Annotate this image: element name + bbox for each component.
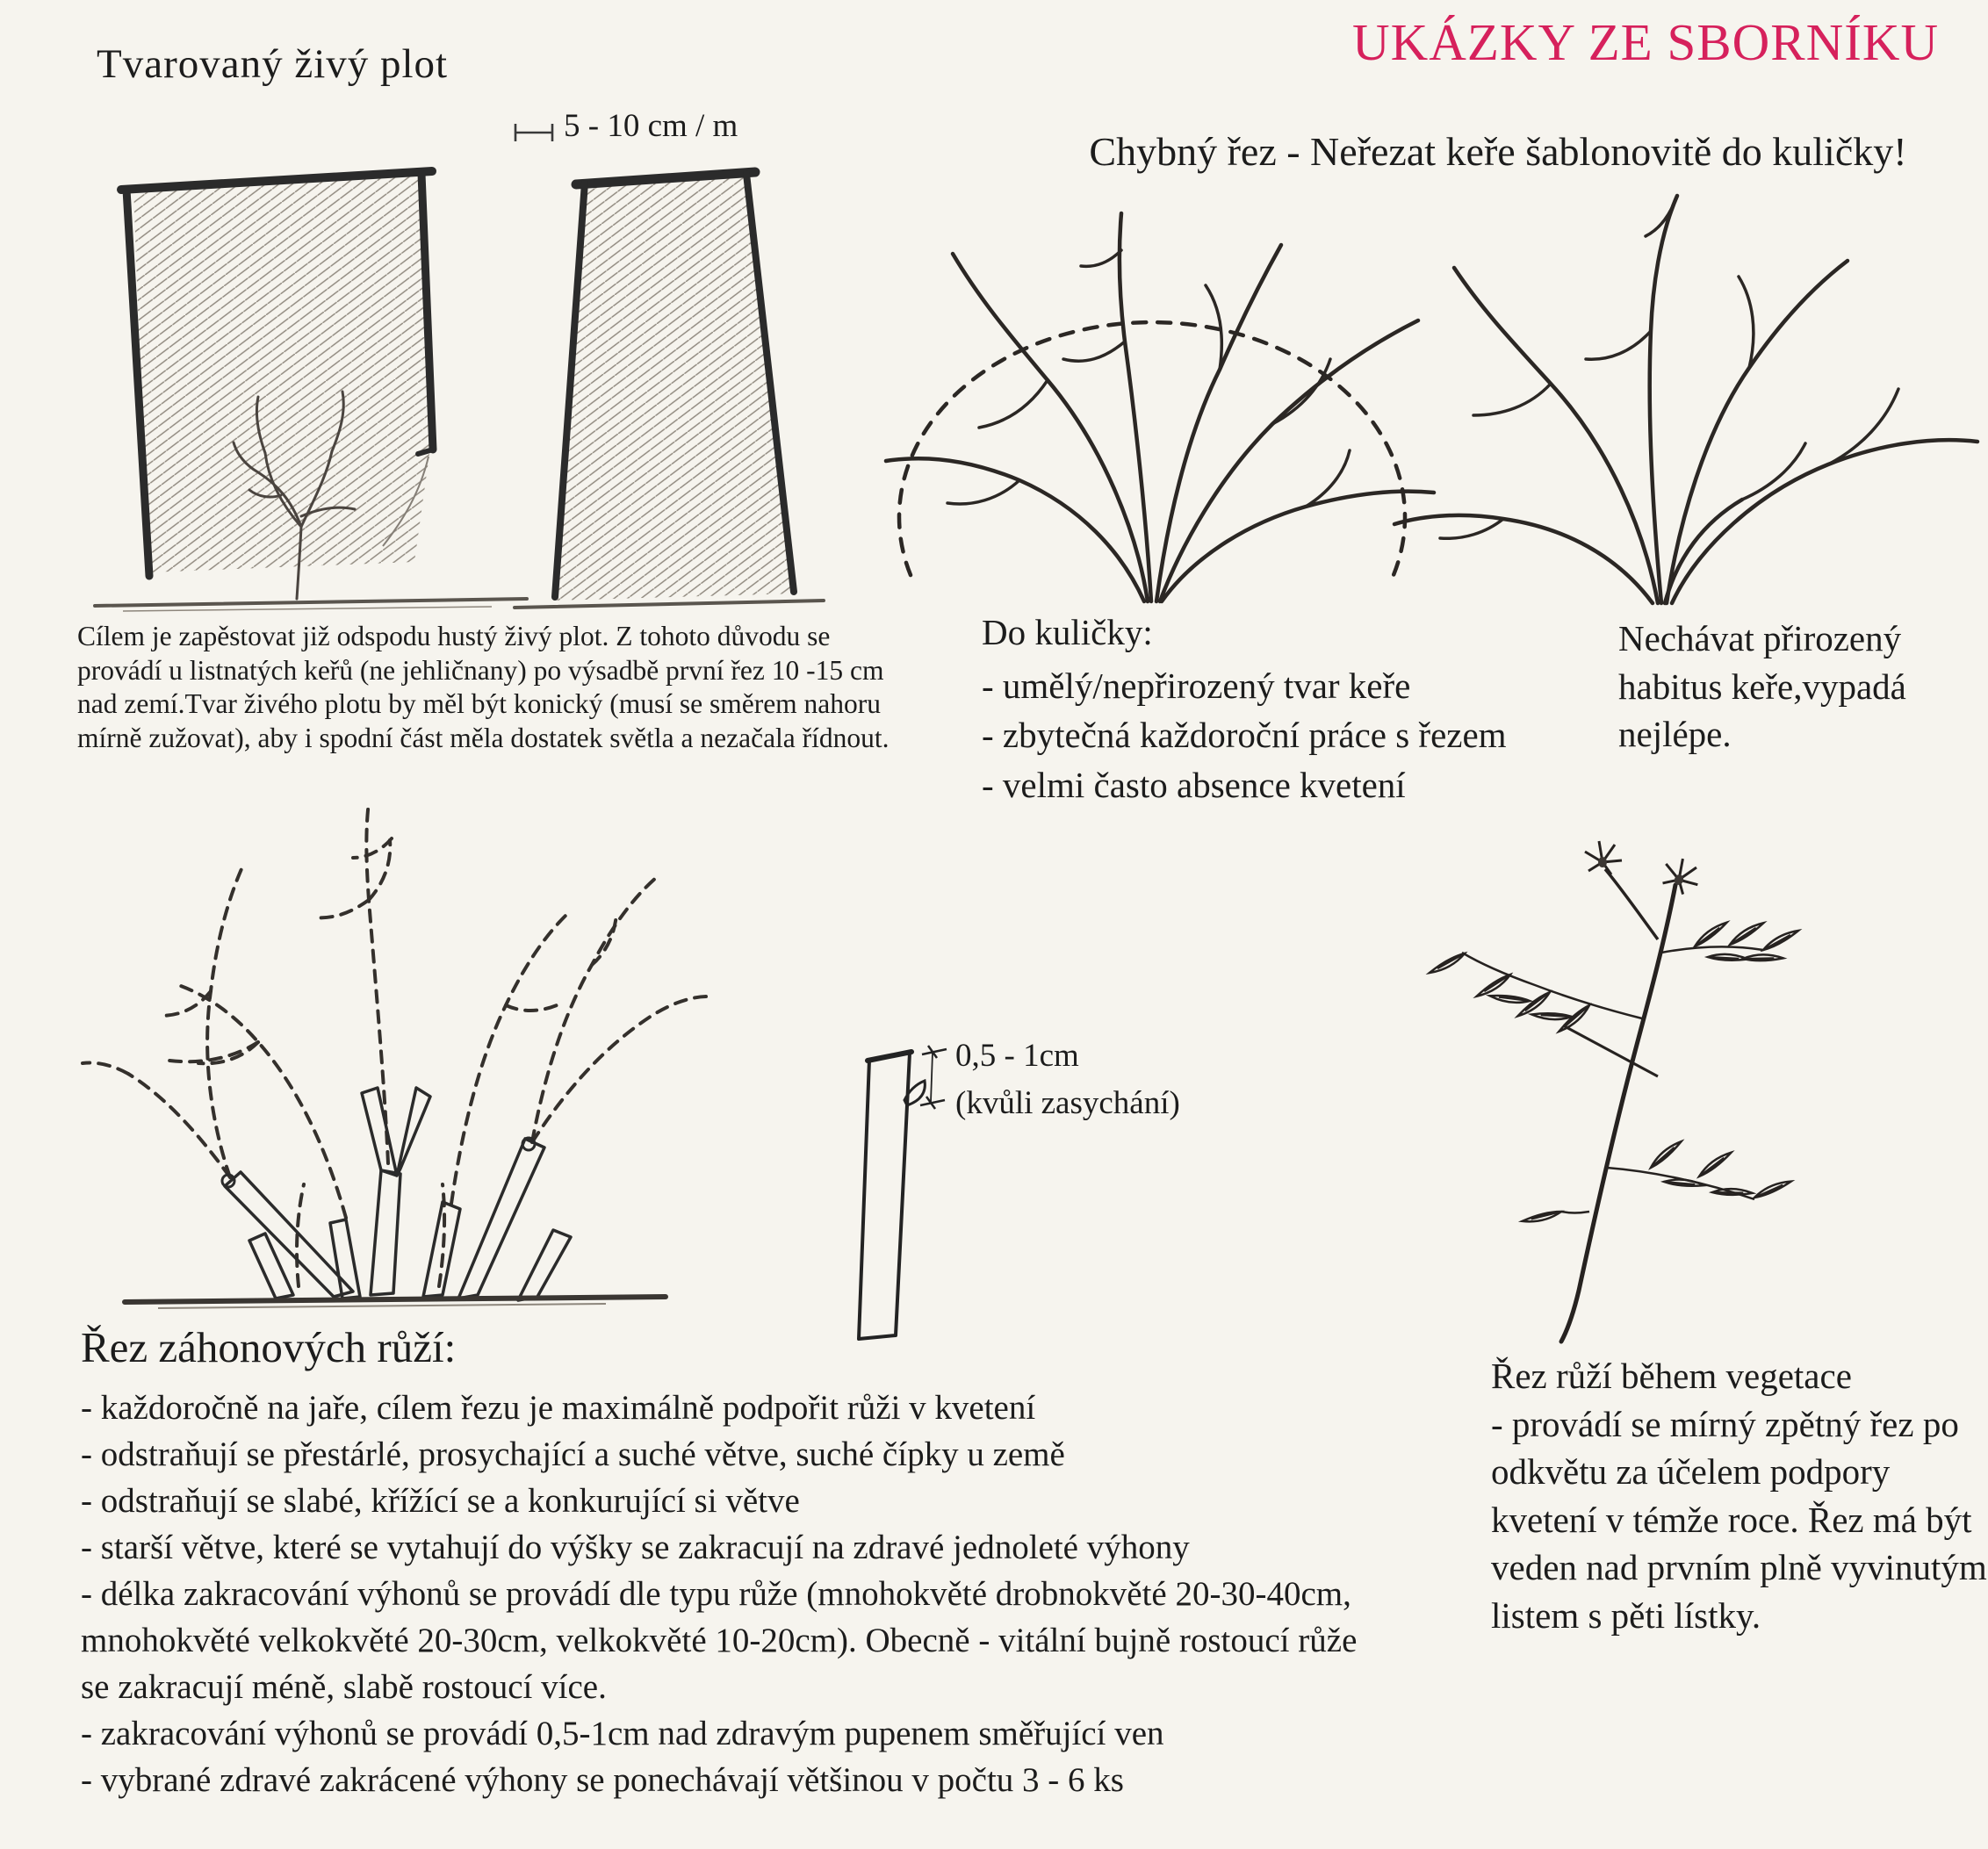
cut-line (1563, 1025, 1658, 1076)
list-item: - velmi často absence kvetení (982, 764, 1406, 805)
pruned-stubs (225, 1088, 571, 1300)
list-item: - odstraňují se slabé, křížící se a konkurující si větve (81, 1482, 800, 1521)
thorns (1559, 983, 1649, 1275)
rose-bush-pruning-drawing (79, 795, 711, 1321)
ball-pruning-list (982, 608, 1596, 809)
ball-pruned-shrub-drawing (865, 198, 1440, 606)
hedge-diagram-drawing (70, 149, 808, 615)
spent-flower (1658, 854, 1703, 898)
collection-title: UKÁZKY ZE SBORNÍKU (1352, 13, 1940, 71)
page-title: Tvarovaný živý plot (97, 41, 449, 87)
cut-stem-drawing (834, 1023, 966, 1348)
list-item: - každoročně na jaře, cílem řezu je maximálně podpořit růži v kvetení (81, 1389, 1036, 1427)
list-item: - délka zakracování výhonů se provádí dle typu růže (mnohokvěté drobnokvěté 20-30-40cm, mnohokvěté velkokvěté 20-30cm, velkokvěté 10-20cm). Obecně - vitální bujně rostoucí růže se zakracují méně, slabě rostoucí více. (81, 1575, 1358, 1707)
list-item: - umělý/nepřirozený tvar keře (982, 665, 1411, 706)
hedge-rect-hatch (133, 172, 430, 572)
list-item: - zakracování výhonů se provádí 0,5-1cm nad zdravým pupenem směřující ven (81, 1715, 1164, 1753)
leaf-cluster (1430, 953, 1642, 1033)
ball-pruning-heading: Do kuličky: (982, 612, 1153, 652)
hedge-measure-label: 5 - 10 cm / m (564, 108, 738, 144)
leaf-cluster (1607, 1141, 1791, 1210)
roses-section (81, 1322, 1394, 1803)
cut-detail-label (955, 1032, 1180, 1126)
cut-size-label: 0,5 - 1cm (955, 1038, 1079, 1074)
list-item: - zbytečná každoroční práce s řezem (982, 715, 1507, 756)
natural-shrub-drawing (1387, 180, 1988, 610)
roses-heading: Řez záhonových růží: (81, 1323, 457, 1371)
cut-reason-label: (kvůli zasychání) (955, 1084, 1180, 1121)
measure-icon (512, 121, 556, 144)
leaf-cluster (1523, 1203, 1589, 1231)
wrong-cut-heading: Chybný řez - Neřezat keře šablonovitě do kuličky! (1089, 129, 1907, 174)
removed-shoots-dashed (83, 802, 708, 1286)
list-item: - odstraňují se přestárlé, prosychající a suché větve, suché čípky u země (81, 1435, 1065, 1474)
rose-stem-drawing (1431, 799, 1923, 1348)
natural-habit-note: Nechávat přirozený habitus keře,vypadá nejlépe. (1618, 618, 1906, 755)
hedge-caption: Cílem je zapěstovat již odspodu hustý živý plot. Z tohoto důvodu se provádí u listnatých keřů (ne jehličnany) po výsadbě první řez 10 -15 cm nad zemí.Tvar živého plotu by měl být konický (musí se směrem nahoru mírně zužovat), aby i spodní část měla dostatek světla a nezačala řídnout. (77, 621, 890, 754)
list-item: - vybrané zdravé zakrácené výhony se ponechávají většinou v počtu 3 - 6 ks (81, 1761, 1124, 1800)
dimension-ticks (920, 1046, 947, 1109)
vegetation-heading: Řez růží během vegetace (1491, 1356, 1852, 1396)
hedge-cone-hatch (553, 174, 796, 601)
vegetation-section (1491, 1352, 1987, 1639)
leaf-cluster (1661, 923, 1798, 976)
vegetation-body: - provádí se mírný zpětný řez po odkvětu za účelem podpory kvetení v témže roce. Řez má být veden nad prvním plně vyvinutým listem s pěti lístky. (1491, 1403, 1987, 1636)
spent-flower (1585, 841, 1622, 874)
list-item: - starší větve, které se vytahují do výšky se zakracují na zdravé jednoleté výhony (81, 1529, 1190, 1567)
